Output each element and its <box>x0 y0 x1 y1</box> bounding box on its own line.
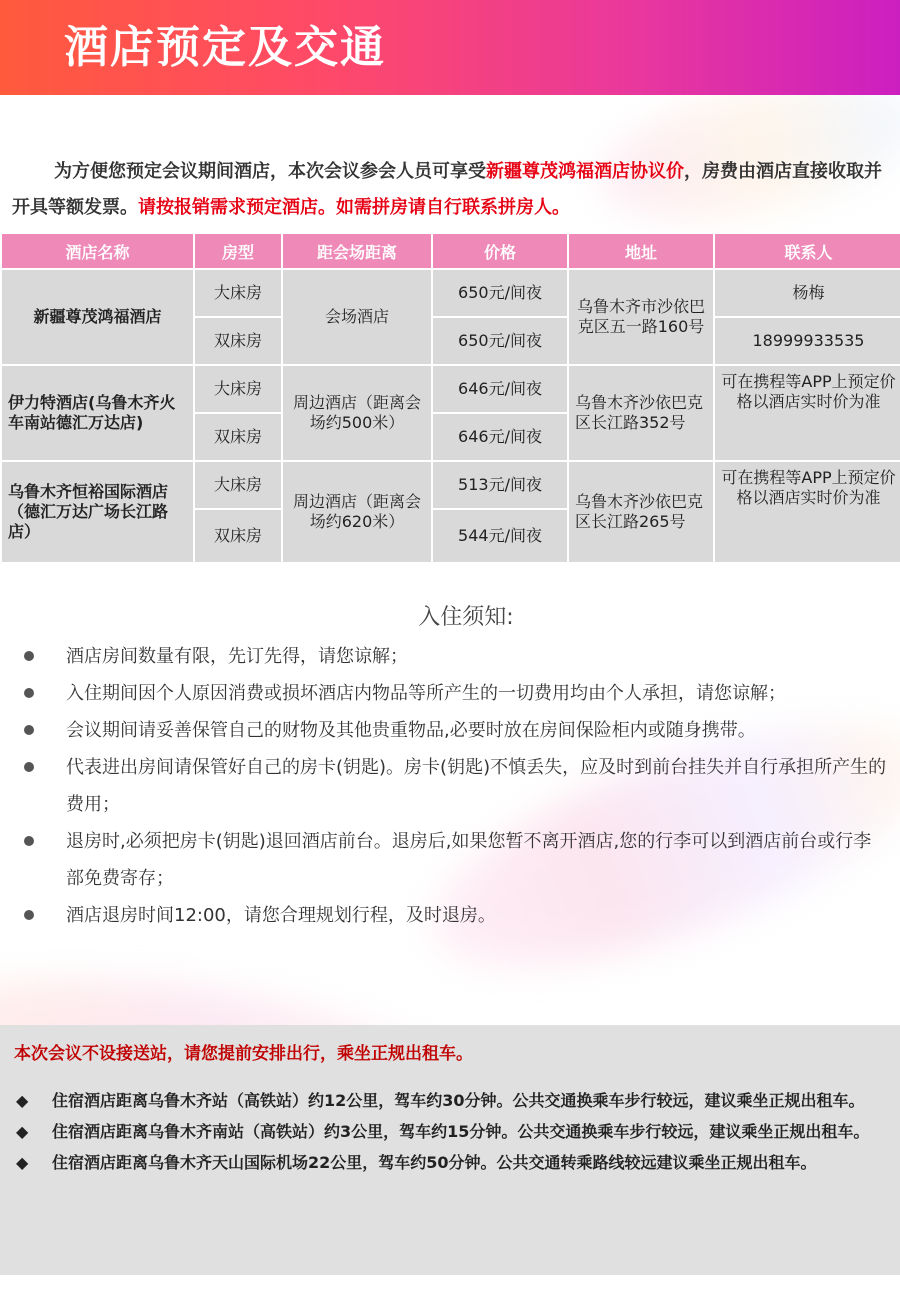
header-price: 价格 <box>433 234 567 268</box>
transport-text: 住宿酒店距离乌鲁木齐站（高铁站）约12公里，驾车约30分钟。公共交通换乘车步行较远，建议乘坐正规出租车。 <box>52 1091 865 1110</box>
room-type: 大床房 <box>195 270 281 316</box>
page-title: 酒店预定及交通 <box>64 22 386 73</box>
hotel-name: 伊力特酒店(乌鲁木齐火车南站德汇万达店) <box>2 366 193 460</box>
hotel-table <box>0 232 900 564</box>
table-row <box>2 366 900 412</box>
hotel-address: 乌鲁木齐沙依巴克区长江路265号 <box>569 462 713 562</box>
hotel-distance: 周边酒店（距离会场约620米） <box>283 462 431 562</box>
header-contact: 联系人 <box>715 234 900 268</box>
intro-highlight-notice: 请按报销需求预定酒店。如需拼房请自行联系拼房人。 <box>138 197 570 218</box>
header-banner <box>0 0 900 95</box>
transport-headline: 本次会议不设接送站，请您提前安排出行，乘坐正规出租车。 <box>14 1044 473 1064</box>
room-price: 650元/间夜 <box>433 318 567 364</box>
notice-text: 代表进出房间请保管好自己的房卡(钥匙)。房卡(钥匙)不慎丢失，应及时到前台挂失并自行承担所产生的费用； <box>66 757 887 815</box>
hotel-contact: 可在携程等APP上预定价格以酒店实时价为准 <box>715 462 900 562</box>
room-price: 646元/间夜 <box>433 366 567 412</box>
list-item <box>18 638 888 675</box>
list-item <box>14 1147 894 1178</box>
room-type: 双床房 <box>195 318 281 364</box>
room-price: 544元/间夜 <box>433 510 567 562</box>
contact-name: 杨梅 <box>715 270 900 316</box>
intro-text-2: ，房费由酒店直接收取并开具等额发票。 <box>12 161 882 218</box>
list-item <box>18 749 888 823</box>
hotel-address: 乌鲁木齐沙依巴克区长江路352号 <box>569 366 713 460</box>
hotel-distance: 会场酒店 <box>283 270 431 364</box>
diamond-bullet-icon: ◆ <box>16 1122 29 1141</box>
list-item <box>18 675 888 712</box>
list-item <box>14 1085 894 1116</box>
list-item <box>18 712 888 749</box>
transport-section <box>0 1025 900 1275</box>
diamond-bullet-icon: ◆ <box>16 1153 29 1172</box>
diamond-bullet-icon: ◆ <box>16 1091 29 1110</box>
notice-text: 会议期间请妥善保管自己的财物及其他贵重物品,必要时放在房间保险柜内或随身携带。 <box>66 720 756 741</box>
header-room-type: 房型 <box>195 234 281 268</box>
notice-text: 酒店退房时间12:00，请您合理规划行程，及时退房。 <box>66 905 496 926</box>
notice-list <box>18 638 888 934</box>
intro-text-1: 为方便您预定会议期间酒店，本次会议参会人员可享受 <box>54 161 486 182</box>
hotel-address: 乌鲁木齐市沙依巴克区五一路160号 <box>569 270 713 364</box>
bullet-icon <box>24 910 34 920</box>
room-type: 大床房 <box>195 462 281 508</box>
hotel-contact: 可在携程等APP上预定价格以酒店实时价为准 <box>715 366 900 460</box>
room-type: 双床房 <box>195 414 281 460</box>
notice-text: 退房时,必须把房卡(钥匙)退回酒店前台。退房后,如果您暂不离开酒店,您的行李可以到酒店前台或行李部免费寄存； <box>66 831 872 889</box>
list-item <box>14 1116 894 1147</box>
list-item <box>18 897 888 934</box>
table-header-row <box>2 234 900 268</box>
intro-paragraph <box>12 154 888 226</box>
transport-text: 住宿酒店距离乌鲁木齐天山国际机场22公里，驾车约50分钟。公共交通转乘路线较远建议乘坐正规出租车。 <box>52 1153 817 1172</box>
room-price: 513元/间夜 <box>433 462 567 508</box>
transport-text: 住宿酒店距离乌鲁木齐南站（高铁站）约3公里，驾车约15分钟。公共交通换乘车步行较远，建议乘坐正规出租车。 <box>52 1122 870 1141</box>
table-row <box>2 270 900 316</box>
header-hotel-name: 酒店名称 <box>2 234 193 268</box>
bullet-icon <box>24 836 34 846</box>
bullet-icon <box>24 762 34 772</box>
hotel-name: 乌鲁木齐恒裕国际酒店（德汇万达广场长江路店） <box>2 462 193 562</box>
contact-phone: 18999933535 <box>715 318 900 364</box>
notice-text: 酒店房间数量有限，先订先得，请您谅解； <box>66 646 408 667</box>
transport-list <box>14 1085 894 1178</box>
header-address: 地址 <box>569 234 713 268</box>
bullet-icon <box>24 688 34 698</box>
room-price: 646元/间夜 <box>433 414 567 460</box>
room-type: 大床房 <box>195 366 281 412</box>
hotel-name: 新疆尊茂鸿福酒店 <box>2 270 193 364</box>
table-row <box>2 462 900 508</box>
list-item <box>18 823 888 897</box>
room-type: 双床房 <box>195 510 281 562</box>
notice-title: 入住须知: <box>418 605 514 630</box>
header-distance: 距会场距离 <box>283 234 431 268</box>
notice-text: 入住期间因个人原因消费或损坏酒店内物品等所产生的一切费用均由个人承担，请您谅解； <box>66 683 786 704</box>
hotel-distance: 周边酒店（距离会场约500米） <box>283 366 431 460</box>
intro-highlight-hotel: 新疆尊茂鸿福酒店协议价 <box>486 161 684 182</box>
bullet-icon <box>24 725 34 735</box>
bullet-icon <box>24 651 34 661</box>
room-price: 650元/间夜 <box>433 270 567 316</box>
